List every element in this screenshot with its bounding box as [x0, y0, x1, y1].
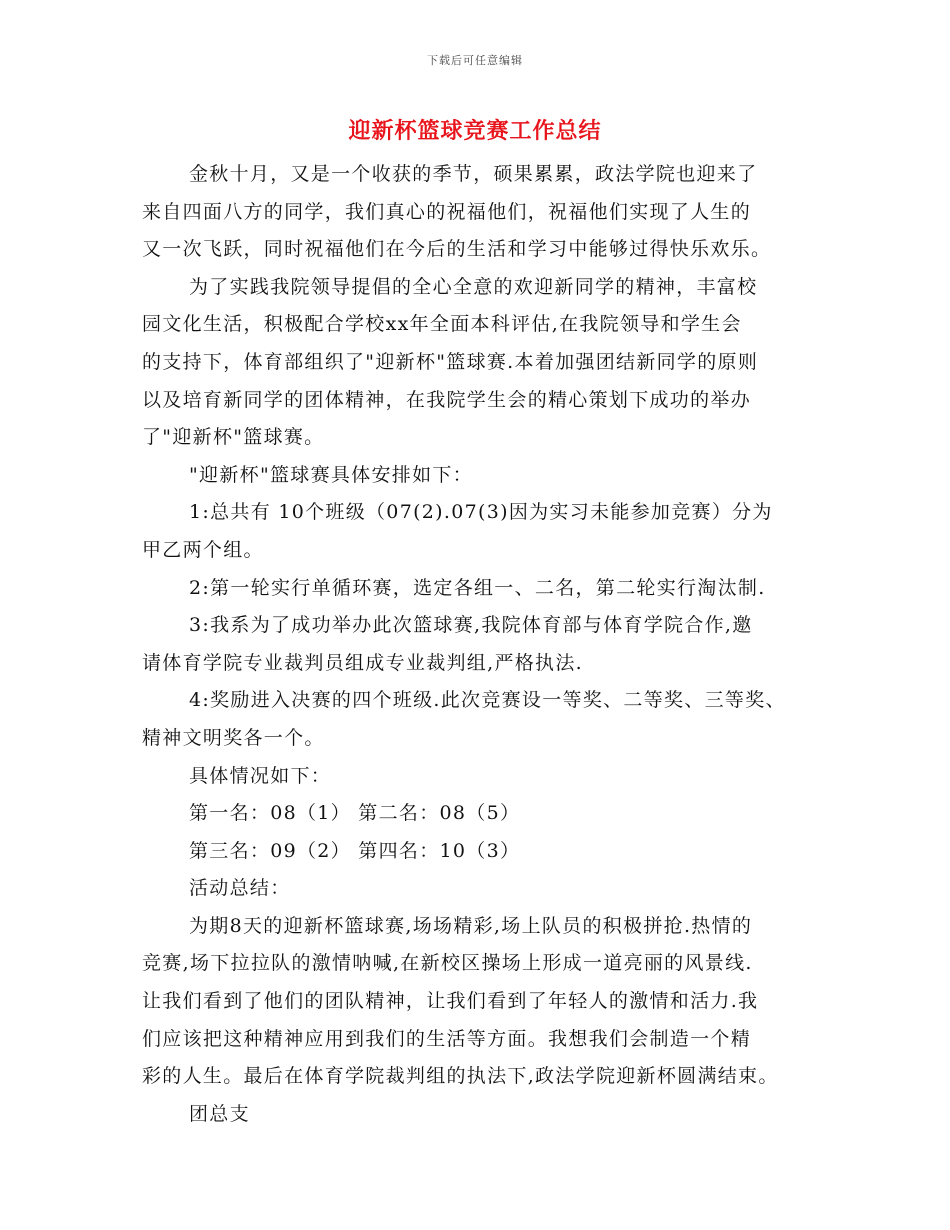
body-line: 让我们看到了他们的团队精神，让我们看到了年轻人的激情和活力.我	[142, 990, 759, 1013]
body-line: 为了实践我院领导提倡的全心全意的欢迎新同学的精神，丰富校	[189, 275, 758, 298]
ranking-line: 第三名：09（2） 第四名：10（3）	[189, 839, 521, 862]
body-line: 们应该把这种精神应用到我们的生活等方面。我想我们会制造一个精	[142, 1027, 752, 1050]
body-line: "迎新杯"篮球赛具体安排如下：	[189, 463, 473, 486]
body-line: 精神文明奖各一个。	[142, 726, 325, 749]
body-line: 了"迎新杯"篮球赛。	[142, 426, 325, 449]
body-line: 金秋十月，又是一个收获的季节，硕果累累，政法学院也迎来了	[189, 163, 758, 185]
body-line: 竞赛,场下拉拉队的激情呐喊,在新校区操场上形成一道亮丽的风景线.	[142, 952, 753, 975]
body-line: 甲乙两个组。	[142, 538, 264, 561]
body-line: 为期8天的迎新杯篮球赛,场场精彩,场上队员的积极拼抢.热情的	[189, 914, 753, 937]
signature-line: 团总支	[189, 1102, 250, 1125]
body-line: 具体情况如下：	[189, 764, 332, 787]
document-title: 迎新杯篮球竞赛工作总结	[348, 118, 602, 144]
body-line: 4:奖励进入决赛的四个班级.此次竞赛设一等奖、二等奖、三等奖、	[189, 689, 786, 712]
section-heading: 活动总结：	[189, 877, 291, 900]
body-line: 园文化生活，积极配合学校xx年全面本科评估,在我院领导和学生会	[142, 313, 742, 336]
body-line: 3:我系为了成功举办此次篮球赛,我院体育部与体育学院合作,邀	[189, 614, 753, 637]
body-line: 又一次飞跃，同时祝福他们在今后的生活和学习中能够过得快乐欢乐。	[142, 238, 772, 261]
page-header-note: 下载后可任意编辑	[427, 54, 523, 67]
body-line: 来自四面八方的同学，我们真心的祝福他们，祝福他们实现了人生的	[142, 200, 752, 223]
body-line: 以及培育新同学的团体精神，在我院学生会的精心策划下成功的举办	[142, 388, 752, 411]
body-line: 的支持下，体育部组织了"迎新杯"篮球赛.本着加强团结新同学的原则	[142, 350, 759, 373]
body-line: 2:第一轮实行单循环赛，选定各组一、二名，第二轮实行淘汰制.	[189, 576, 766, 599]
ranking-line: 第一名：08（1） 第二名：08（5）	[189, 802, 521, 825]
body-line: 1:总共有 10个班级（07(2).07(3)因为实习未能参加竞赛）分为	[189, 501, 773, 524]
document-body	[142, 156, 832, 1133]
body-line: 请体育学院专业裁判员组成专业裁判组,严格执法.	[142, 651, 583, 674]
body-line: 彩的人生。最后在体育学院裁判组的执法下,政法学院迎新杯圆满结束。	[142, 1065, 779, 1088]
